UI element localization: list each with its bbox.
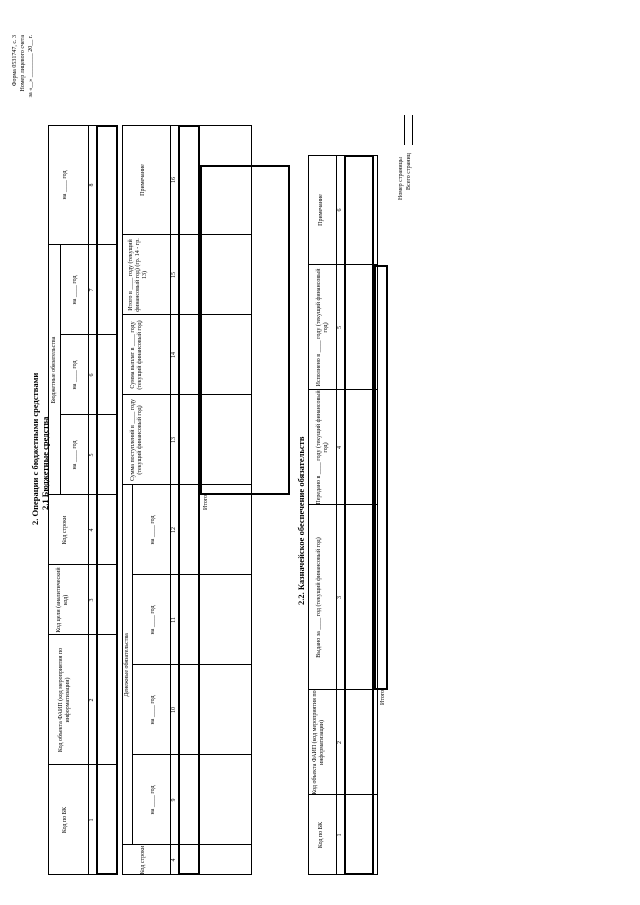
year-col-11: на ____ год <box>150 605 156 635</box>
section-2-1-title: 2.1 Бюджетные средства <box>40 416 50 510</box>
num-b-16: 16 <box>171 177 177 183</box>
table-21b-data-row <box>178 125 200 875</box>
num-22-2: 2 <box>337 741 343 744</box>
col-note-22: Примечание <box>318 194 324 226</box>
total-pages-label: Всего страниц <box>406 153 412 190</box>
col-total: Итого в ____ году (текущий финансовый год) (гр. 14 - гр. 13) <box>128 238 148 312</box>
year-col-9: на ____ год <box>150 785 156 815</box>
table-21b-total-box <box>200 165 290 495</box>
year-col-8: на ____ год <box>62 170 68 200</box>
total-pages-line <box>412 115 413 145</box>
num-22-3: 3 <box>337 596 343 599</box>
num-b-14: 14 <box>171 352 177 358</box>
group-money: Денежные обязательства <box>124 633 130 697</box>
col-executed: Исполнено в ____ году (текущий финансовый год) <box>316 268 329 387</box>
num-1: 1 <box>89 818 95 822</box>
report-date-line: за «__» ________ 20__ г. <box>28 35 34 98</box>
table-21-data-row <box>96 125 118 875</box>
col-received: Сумма поступлений в ____ году (текущий финансовый год) <box>130 398 143 482</box>
num-22-5: 5 <box>337 326 343 329</box>
page-number-label: Номер страницы <box>398 157 404 200</box>
col-issued: Выдано за ____ год (текущий финансовый год) <box>316 537 322 658</box>
col-paid: Сумма выплат в ____ году (текущий финансовый год) <box>130 320 143 390</box>
num-b-4: 4 <box>171 858 177 862</box>
year-col-10: на ____ год <box>150 695 156 725</box>
num-6: 6 <box>89 373 95 377</box>
col-row: Код строки <box>62 515 68 545</box>
num-b-9: 9 <box>171 798 177 802</box>
table-22-total-box <box>374 265 388 690</box>
col-bk: Код по БК <box>62 806 68 834</box>
col-faip-22: Код объекта ФАИП (код мероприятия по информатизации) <box>312 690 325 795</box>
section-2-title: 2. Операции с бюджетными средствами <box>30 372 40 525</box>
num-22-4: 4 <box>337 446 343 449</box>
total-label-21: Итого <box>203 494 209 510</box>
col-goal: Код цели (аналитический код) <box>56 567 69 633</box>
num-2: 2 <box>89 698 95 702</box>
year-col-7: на ____ год <box>72 275 78 305</box>
table-22-data-row <box>344 155 374 875</box>
col-row-b: Код строки <box>140 845 146 875</box>
num-22-1: 1 <box>337 833 343 837</box>
section-2-2-title: 2.2. Казначейское обеспечение обязательств <box>296 436 306 605</box>
year-col-6: на ____ год <box>72 360 78 390</box>
year-col-12: на ____ год <box>150 515 156 545</box>
num-3: 3 <box>89 598 95 602</box>
num-4: 4 <box>89 528 95 532</box>
num-b-13: 13 <box>171 437 177 443</box>
page-number-line <box>404 115 405 145</box>
num-b-11: 11 <box>171 617 177 623</box>
year-col-5: на ____ год <box>72 440 78 470</box>
num-b-12: 12 <box>171 527 177 533</box>
num-b-10: 10 <box>171 707 177 713</box>
total-label-22: Итого <box>380 689 386 705</box>
group-budget: Бюджетные обязательства <box>51 336 57 404</box>
num-b-15: 15 <box>171 272 177 278</box>
col-faip: Код объекта ФАИП (код мероприятия по информатизации) <box>58 647 71 753</box>
form-code: Форма 0531747, с. 3 <box>12 35 18 87</box>
account-number-label: Номер лицевого счета <box>20 35 26 92</box>
num-5: 5 <box>89 453 95 457</box>
num-8: 8 <box>89 183 95 187</box>
col-carried: Передано в ____ году (текущий финансовый год) <box>316 390 329 505</box>
num-7: 7 <box>89 288 95 292</box>
col-bk-22: Код по БК <box>318 821 324 849</box>
num-22-6: 6 <box>337 208 343 212</box>
col-note-b: Примечание <box>140 164 146 196</box>
